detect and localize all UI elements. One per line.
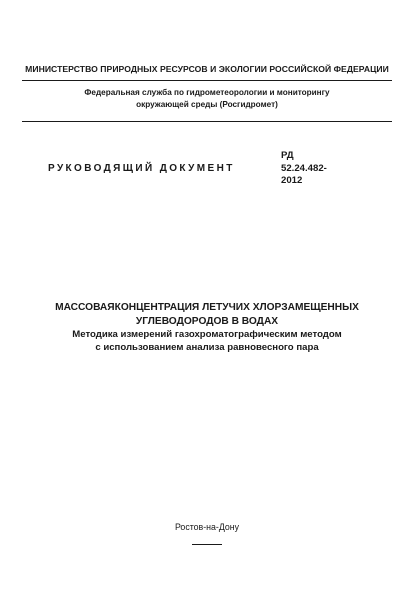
service-name-line-1: Федеральная служба по гидрометеорологии и мониторингу — [84, 88, 330, 97]
header-bottom-rule — [22, 121, 392, 122]
document-title-line-1: МАССОВАЯКОНЦЕНТРАЦИЯ ЛЕТУЧИХ ХЛОРЗАМЕЩЕННЫХ — [55, 302, 359, 313]
header-top-rule — [22, 80, 392, 81]
document-title-line-2: УГЛЕВОДОРОДОВ В ВОДАХ — [135, 315, 279, 327]
document-code-line-1: РД — [281, 150, 294, 161]
ministry-name: МИНИСТЕРСТВО ПРИРОДНЫХ РЕСУРСОВ И ЭКОЛОГИИ РОССИЙСКОЙ ФЕДЕРАЦИИ — [25, 64, 389, 74]
service-name — [22, 87, 392, 111]
document-subtitle-line-1: Методика измерений газохроматографическим методом — [72, 329, 342, 340]
document-subtitle — [22, 328, 392, 354]
publication-city: Ростов-на-Дону — [174, 522, 240, 532]
document-title — [22, 301, 392, 328]
document-code-line-3: 2012 — [281, 175, 303, 186]
document-code-line-2: 52.24.482- — [281, 162, 327, 174]
document-title-block — [22, 301, 392, 354]
publication-city-rule — [192, 544, 222, 545]
document-code — [281, 150, 327, 188]
service-name-line-2: окружающей среды (Росгидромет) — [136, 100, 278, 109]
document-type: РУКОВОДЯЩИЙ ДОКУМЕНТ — [48, 163, 235, 174]
document-subtitle-line-2: с использованием анализа равновесного пара — [95, 342, 319, 353]
